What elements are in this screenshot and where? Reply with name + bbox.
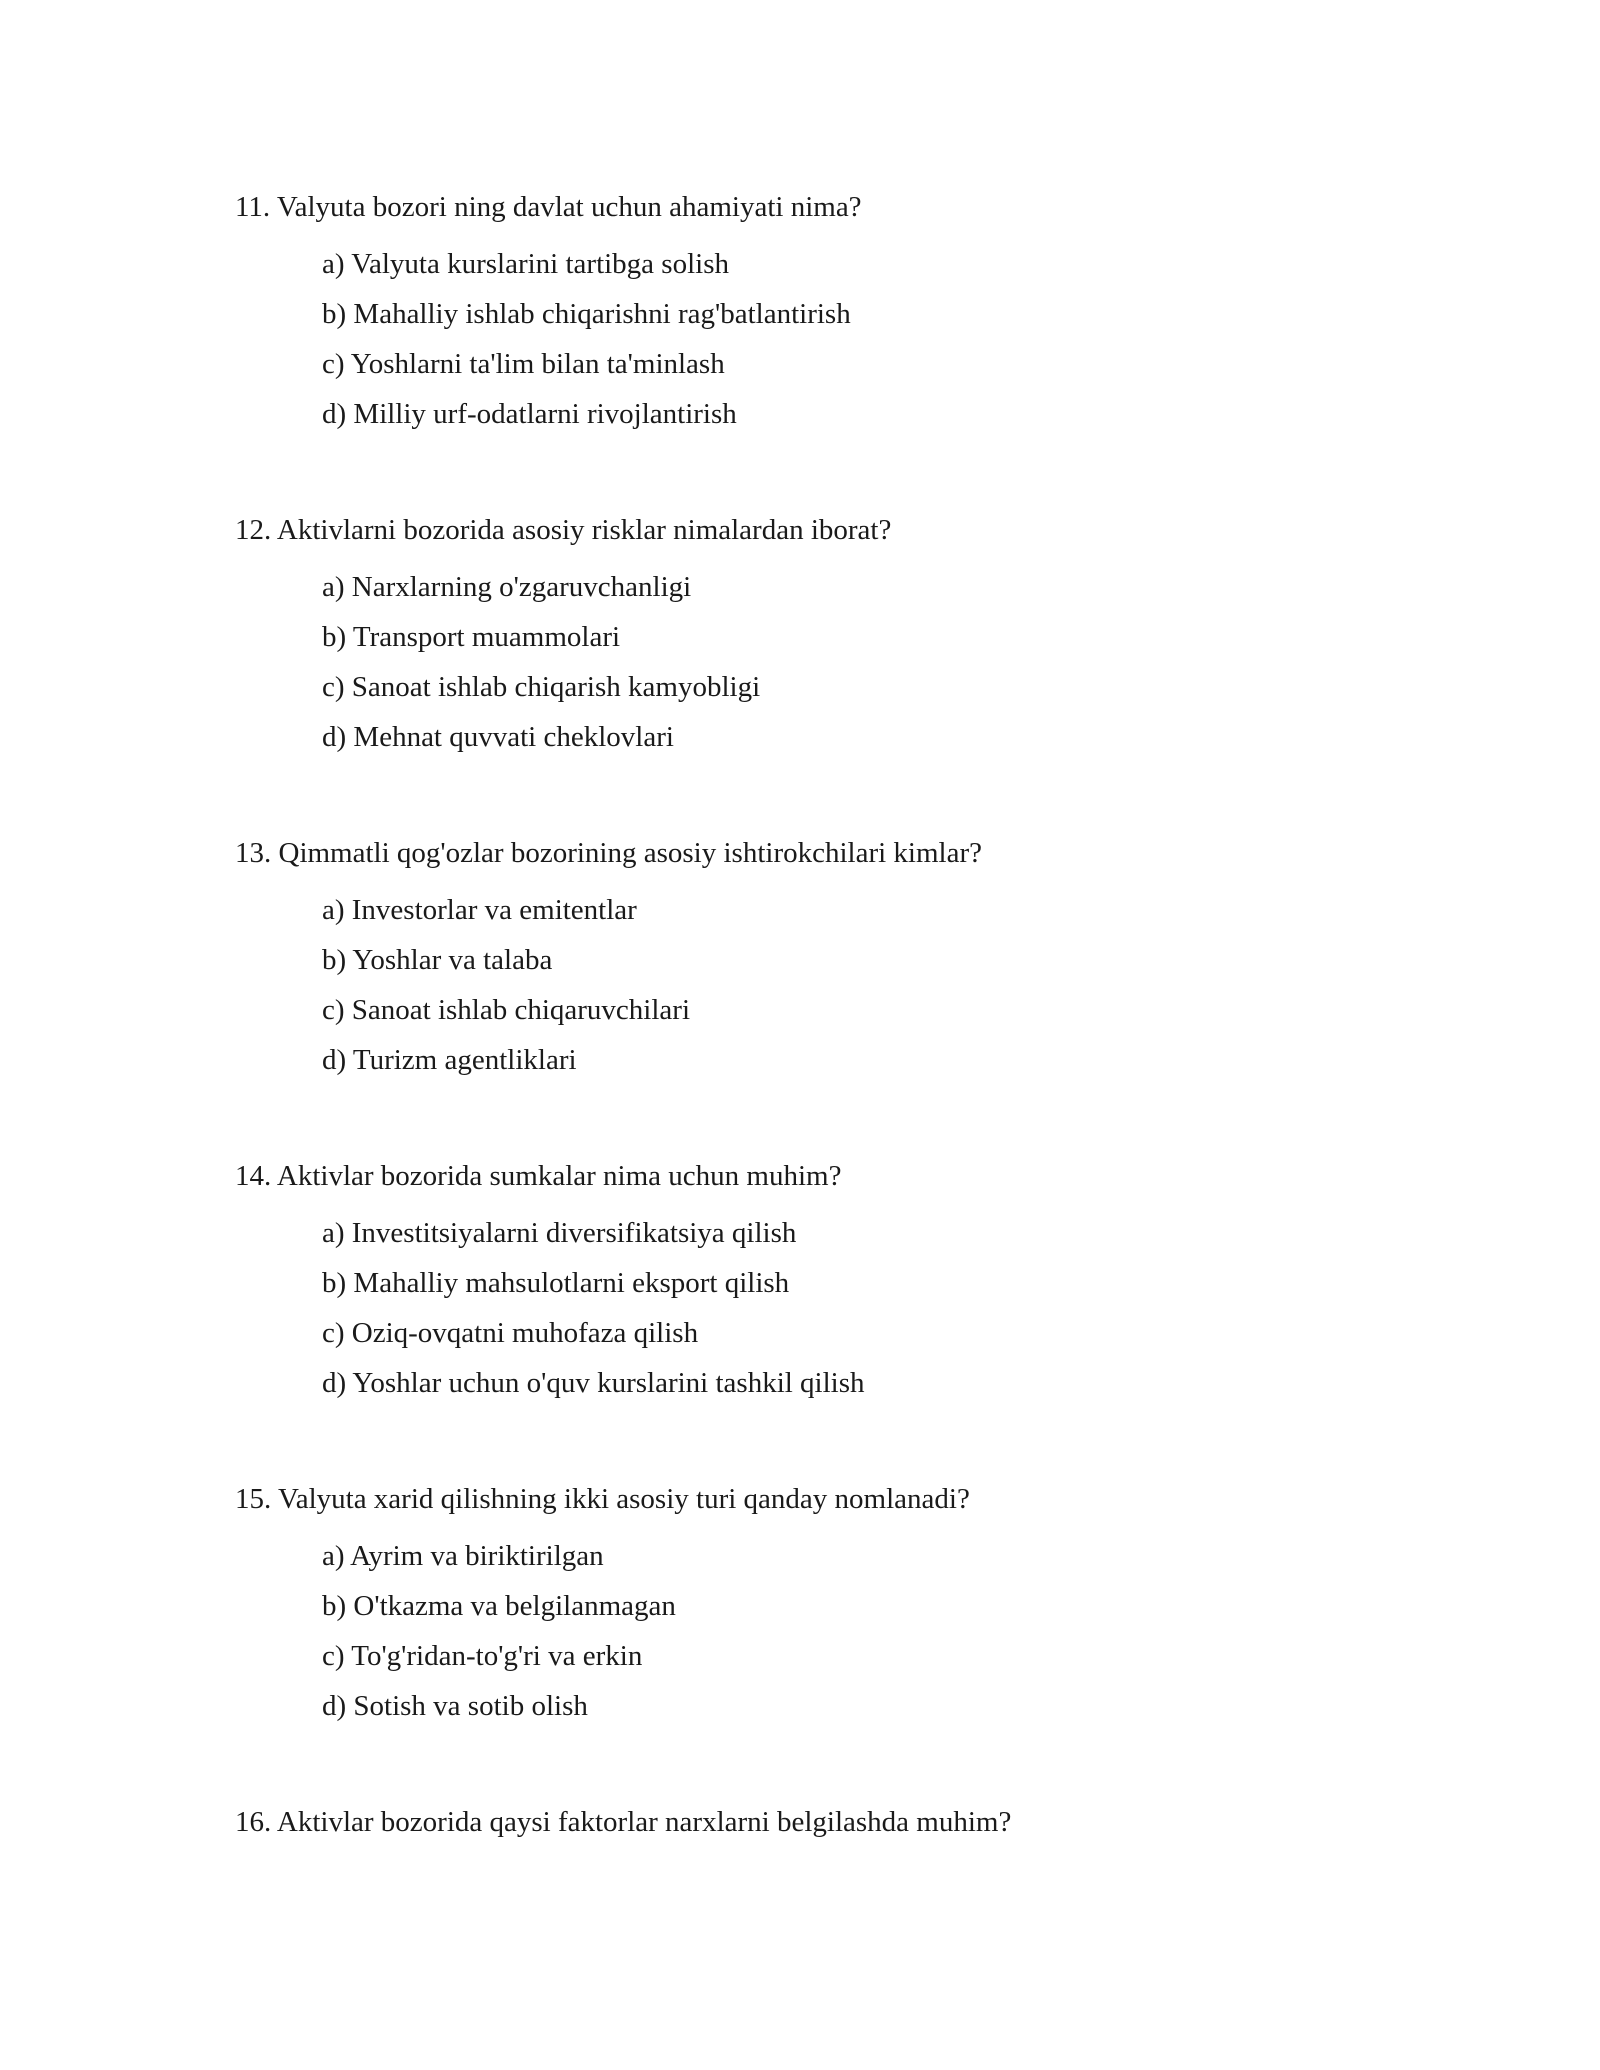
question-13 [235,835,1435,1092]
answer-option-d: d) Sotish va sotib olish [322,1690,588,1722]
answer-option-a: a) Valyuta kurslarini tartibga solish [322,248,729,280]
answer-option-a: a) Ayrim va biriktirilgan [322,1540,604,1572]
answer-option-d: d) Yoshlar uchun o'quv kurslarini tashkil qilish [322,1367,865,1399]
answer-option-b: b) Mahalliy ishlab chiqarishni rag'batlantirish [322,298,851,330]
question-text: 14. Aktivlar bozorida sumkalar nima uchun muhim? [235,1160,842,1192]
answer-options [322,1215,1435,1415]
question-14 [235,1158,1435,1415]
answer-option-b: b) Transport muammolari [322,621,621,653]
answer-option-b: b) Yoshlar va talaba [322,944,553,976]
answer-options [322,246,1435,446]
question-15 [235,1481,1435,1738]
answer-option-c: c) Sanoat ishlab chiqaruvchilari [322,994,691,1026]
answer-options [322,892,1435,1092]
answer-option-c: c) Oziq-ovqatni muhofaza qilish [322,1317,699,1349]
question-text: 11. Valyuta bozori ning davlat uchun ahamiyati nima? [235,191,862,223]
question-text: 15. Valyuta xarid qilishning ikki asosiy turi qanday nomlanadi? [235,1483,970,1515]
question-text: 12. Aktivlarni bozorida asosiy risklar nimalardan iborat? [235,514,892,546]
answer-option-b: b) Mahalliy mahsulotlarni eksport qilish [322,1267,790,1299]
question-11 [235,189,1435,446]
answer-option-a: a) Investorlar va emitentlar [322,894,637,926]
answer-option-a: a) Investitsiyalarni diversifikatsiya qilish [322,1217,797,1249]
answer-option-c: c) Yoshlarni ta'lim bilan ta'minlash [322,348,725,380]
answer-options [322,569,1435,769]
question-text: 16. Aktivlar bozorida qaysi faktorlar narxlarni belgilashda muhim? [235,1806,1012,1838]
answer-option-b: b) O'tkazma va belgilanmagan [322,1590,676,1622]
answer-option-d: d) Milliy urf-odatlarni rivojlantirish [322,398,737,430]
question-text: 13. Qimmatli qog'ozlar bozorining asosiy ishtirokchilari kimlar? [235,837,982,869]
answer-option-c: c) Sanoat ishlab chiqarish kamyobligi [322,671,761,703]
answer-option-d: d) Mehnat quvvati cheklovlari [322,721,674,753]
answer-option-c: c) To'g'ridan-to'g'ri va erkin [322,1640,643,1672]
question-12 [235,512,1435,769]
question-16 [235,1804,1435,1840]
answer-options [322,1538,1435,1738]
answer-option-d: d) Turizm agentliklari [322,1044,577,1076]
answer-option-a: a) Narxlarning o'zgaruvchanligi [322,571,692,603]
